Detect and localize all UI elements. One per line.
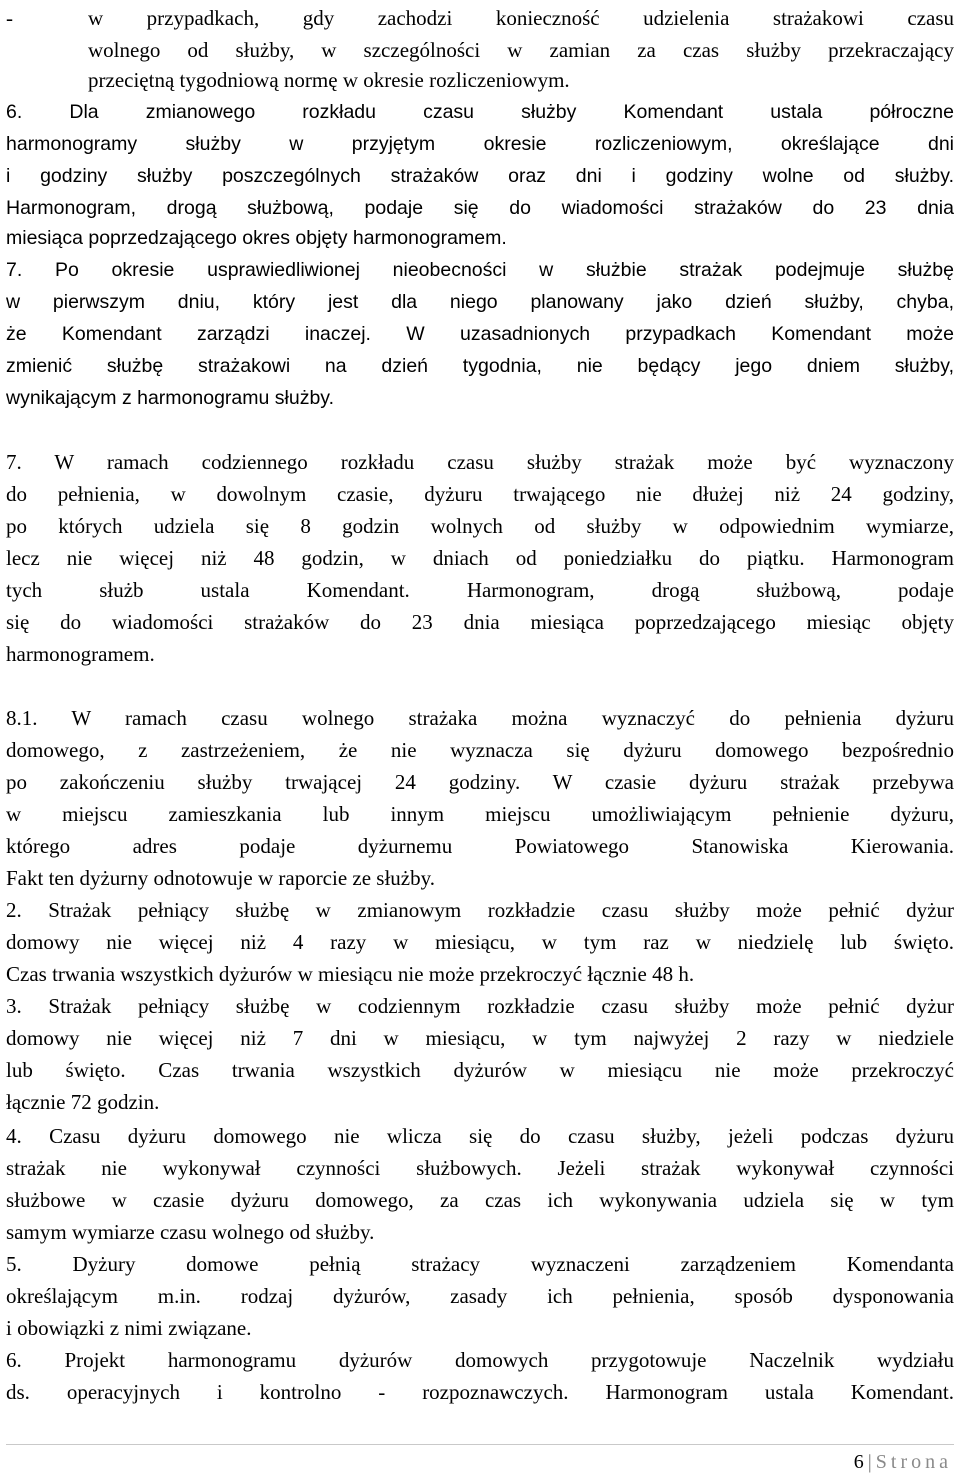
text-line: którego adres podaje dyżurnemu Powiatowego Stanowiska Kierowania. bbox=[6, 834, 954, 858]
bullet-dash: - bbox=[6, 6, 13, 30]
text-line: przeciętną tygodniową normę w okresie rozliczeniowym. bbox=[88, 68, 570, 92]
text-line: 4. Czasu dyżuru domowego nie wlicza się do czasu służby, jeżeli podczas dyżuru bbox=[6, 1124, 954, 1148]
text-line: wynikającym z harmonogramu służby. bbox=[6, 387, 335, 409]
text-line: w pierwszym dniu, który jest dla niego planowany jako dzień służby, chyba, bbox=[6, 291, 954, 313]
text-line: ds. operacyjnych i kontrolno - rozpoznawczych. Harmonogram ustala Komendant. bbox=[6, 1380, 954, 1404]
text-line: i godziny służby poszczególnych strażaków oraz dni i godziny wolne od służby. bbox=[6, 165, 954, 187]
footer-separator: | bbox=[867, 1451, 872, 1473]
text-line: i obowiązki z nimi związane. bbox=[6, 1316, 252, 1340]
text-line: Harmonogram, drogą służbową, podaje się do wiadomości strażaków do 23 dnia bbox=[6, 197, 954, 219]
text-line: po których udziela się 8 godzin wolnych od służby w odpowiednim wymiarze, bbox=[6, 514, 954, 538]
text-line: Fakt ten dyżurny odnotowuje w raporcie ze służby. bbox=[6, 866, 436, 890]
text-line: tych służb ustala Komendant. Harmonogram, drogą służbową, podaje bbox=[6, 578, 954, 602]
text-line: 8.1. W ramach czasu wolnego strażaka można wyznaczyć do pełnienia dyżuru bbox=[6, 706, 954, 730]
text-line: harmonogramy służby w przyjętym okresie rozliczeniowym, określające dni bbox=[6, 133, 954, 155]
footer-divider bbox=[6, 1444, 954, 1445]
text-line: że Komendant zarządzi inaczej. W uzasadnionych przypadkach Komendant może bbox=[6, 323, 954, 345]
text-line: 5. Dyżury domowe pełnią strażacy wyznaczeni zarządzeniem Komendanta bbox=[6, 1252, 954, 1276]
text-line: służbowe w czasie dyżuru domowego, za czas ich wykonywania udziela się w tym bbox=[6, 1188, 954, 1212]
page-footer bbox=[854, 1448, 952, 1476]
text-line: 7. Po okresie usprawiedliwionej nieobecności w służbie strażak podejmuje służbę bbox=[6, 259, 954, 281]
text-line: Czas trwania wszystkich dyżurów w miesiącu nie może przekroczyć łącznie 48 h. bbox=[6, 962, 695, 986]
text-line: w przypadkach, gdy zachodzi konieczność udzielenia strażakowi czasu bbox=[88, 6, 954, 30]
text-line: zmienić służbę strażakowi na dzień tygodnia, nie będący jego dniem służby, bbox=[6, 355, 954, 377]
text-line: lub święto. Czas trwania wszystkich dyżurów w miesiącu nie może przekroczyć bbox=[6, 1058, 954, 1082]
text-line: łącznie 72 godzin. bbox=[6, 1090, 160, 1114]
footer-page-word: Strona bbox=[875, 1451, 952, 1473]
text-line: miesiąca poprzedzającego okres objęty harmonogramem. bbox=[6, 227, 507, 249]
text-line: 2. Strażak pełniący służbę w zmianowym rozkładzie czasu służby może pełnić dyżur bbox=[6, 898, 954, 922]
text-line: do pełnienia, w dowolnym czasie, dyżuru trwającego nie dłużej niż 24 godziny, bbox=[6, 482, 954, 506]
text-line: domowy nie więcej niż 7 dni w miesiącu, w tym najwyżej 2 razy w niedziele bbox=[6, 1026, 954, 1050]
text-line: domowy nie więcej niż 4 razy w miesiącu, w tym raz w niedzielę lub święto. bbox=[6, 930, 954, 954]
text-line: określającym m.in. rodzaj dyżurów, zasady ich pełnienia, sposób dysponowania bbox=[6, 1284, 954, 1308]
text-line: 6. Projekt harmonogramu dyżurów domowych przygotowuje Naczelnik wydziału bbox=[6, 1348, 954, 1372]
text-line: w miejscu zamieszkania lub innym miejscu umożliwiającym pełnienie dyżuru, bbox=[6, 802, 954, 826]
text-line: wolnego od służby, w szczególności w zamian za czas służby przekraczający bbox=[88, 38, 954, 62]
text-line: 6. Dla zmianowego rozkładu czasu służby Komendant ustala półroczne bbox=[6, 101, 954, 123]
text-line: harmonogramem. bbox=[6, 642, 155, 666]
text-line: po zakończeniu służby trwającej 24 godziny. W czasie dyżuru strażak przebywa bbox=[6, 770, 954, 794]
text-line: samym wymiarze czasu wolnego od służby. bbox=[6, 1220, 375, 1244]
text-line: się do wiadomości strażaków do 23 dnia miesiąca poprzedzającego miesiąc objęty bbox=[6, 610, 954, 634]
page-number: 6 bbox=[853, 1451, 864, 1473]
text-line: domowego, z zastrzeżeniem, że nie wyznacza się dyżuru domowego bezpośrednio bbox=[6, 738, 954, 762]
text-line: lecz nie więcej niż 48 godzin, w dniach od poniedziałku do piątku. Harmonogram bbox=[6, 546, 954, 570]
text-line: 7. W ramach codziennego rozkładu czasu służby strażak może być wyznaczony bbox=[6, 450, 954, 474]
text-line: strażak nie wykonywał czynności służbowych. Jeżeli strażak wykonywał czynności bbox=[6, 1156, 954, 1180]
text-line: 3. Strażak pełniący służbę w codziennym rozkładzie czasu służby może pełnić dyżur bbox=[6, 994, 954, 1018]
